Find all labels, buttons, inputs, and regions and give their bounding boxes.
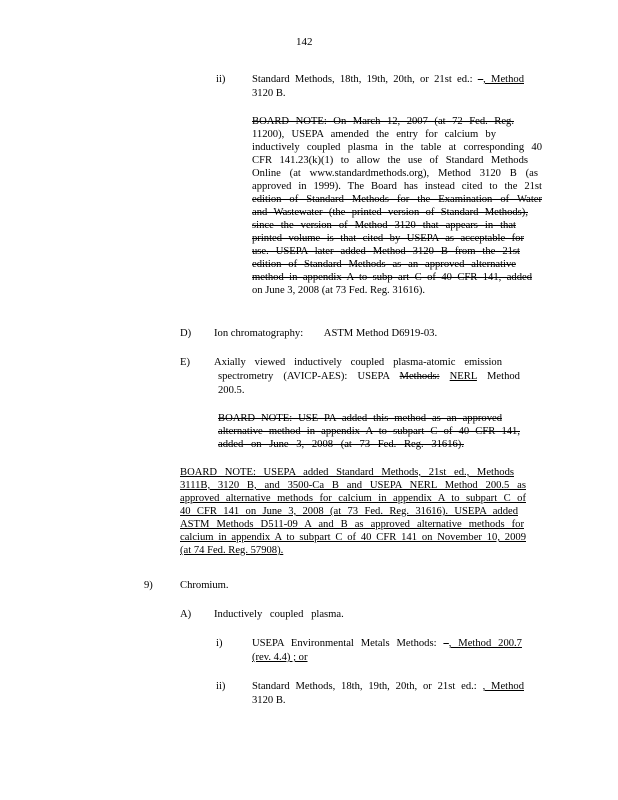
- note-line: ASTM Methods D511-09 A and B as approved alternative methods for: [180, 519, 524, 530]
- note-line: alternative method in appendix A to subpart C of 40 CFR 141,: [218, 426, 520, 437]
- deleted-text: –: [477, 74, 484, 85]
- note-line: inductively coupled plasma in the table at corresponding 40: [252, 142, 542, 153]
- method-text: ASTM Method D6919-03.: [323, 328, 438, 339]
- note-line: added on June 3, 2008 (at 73 Fed. Reg. 31616).: [218, 439, 464, 450]
- note-line: edition of Standard Methods as an approved alternative: [252, 259, 516, 270]
- method-line: [252, 73, 524, 86]
- list-marker: i): [216, 638, 223, 649]
- method-line: [214, 327, 437, 340]
- note-line: on June 3, 2008 (at 73 Fed. Reg. 31616).: [252, 285, 426, 296]
- note-line: 11200), USEPA amended the entry for calcium by: [252, 129, 496, 140]
- method-line: [252, 637, 522, 650]
- method-text: Standard Methods, 18th, 19th, 20th, or 21st ed.:: [252, 74, 473, 85]
- note-line: since the version of Method 3120 that appears in that: [252, 220, 516, 231]
- note-line: use. USEPA later added Method 3120 B from the 21st: [252, 246, 520, 257]
- note-line: (at 74 Fed. Reg. 57908).: [180, 545, 284, 556]
- note-line: BOARD NOTE: USEPA added Standard Methods, 21st ed., Methods: [180, 467, 514, 478]
- list-marker: D): [180, 328, 192, 339]
- inserted-text: NERL: [449, 371, 477, 382]
- method-line: [252, 651, 308, 664]
- page-number: 142: [296, 36, 313, 48]
- board-note-deleted: [218, 412, 520, 451]
- method-line: Axially viewed inductively coupled plasma-atomic emission: [214, 357, 502, 368]
- list-marker: E): [180, 357, 190, 368]
- inserted-text: , Method 200.7: [448, 638, 522, 649]
- note-line: and Wastewater (the printed version of Standard Methods),: [252, 207, 528, 218]
- note-line: method in appendix A to subp art C of 40 CFR 141, added: [252, 272, 532, 283]
- section-heading: Chromium.: [180, 580, 229, 591]
- method-line: 200.5.: [218, 385, 245, 396]
- method-text: spectrometry (AVICP-AES): USEPA: [218, 371, 390, 382]
- method-line: [252, 680, 524, 693]
- list-marker: ii): [216, 74, 226, 85]
- note-line: printed volume is that cited by USEPA as acceptable for: [252, 233, 524, 244]
- inserted-text: , Method: [483, 74, 524, 85]
- method-line: 3120 B.: [252, 88, 286, 99]
- note-line: approved in 1999). The Board has instead cited to the 21st: [252, 181, 542, 192]
- note-line: edition of Standard Methods for the Examination of Water: [252, 194, 542, 205]
- note-line: approved alternative methods for calcium in appendix A to subpart C of: [180, 493, 526, 504]
- method-text: USEPA Environmental Metals Methods:: [252, 638, 437, 649]
- inserted-text: , Method: [482, 681, 524, 692]
- deleted-text: –: [443, 638, 449, 649]
- inserted-text: (rev. 4.4) ; or: [252, 652, 308, 663]
- deleted-text: Methods:: [399, 371, 440, 382]
- method-label: Ion chromatography:: [214, 328, 304, 339]
- list-marker: 9): [144, 580, 153, 591]
- board-note-deleted: [252, 115, 542, 297]
- method-text: Standard Methods, 18th, 19th, 20th, or 21st ed.:: [252, 681, 477, 692]
- note-line: 40 CFR 141 on June 3, 2008 (at 73 Fed. Reg. 31616). USEPA added: [180, 506, 518, 517]
- board-note-inserted: [180, 466, 526, 557]
- note-line: BOARD NOTE: USE PA added this method as an approved: [218, 413, 502, 424]
- list-marker: ii): [216, 681, 226, 692]
- note-line: calcium in appendix A to subpart C of 40 CFR 141 on November 10, 2009: [180, 532, 526, 543]
- note-line: 3111B, 3120 B, and 3500-Ca B and USEPA NERL Method 200.5 as: [180, 480, 526, 491]
- note-line: BOARD NOTE: On March 12, 2007 (at 72 Fed. Reg.: [252, 116, 514, 127]
- list-marker: A): [180, 609, 192, 620]
- method-text: Method: [487, 371, 520, 382]
- note-line: CFR 141.23(k)(1) to allow the use of Standard Methods: [252, 155, 528, 166]
- note-line: Online (at www.standardmethods.org), Method 3120 B (as: [252, 168, 538, 179]
- method-line: [218, 370, 520, 383]
- method-line: Inductively coupled plasma.: [214, 609, 344, 620]
- method-line: 3120 B.: [252, 695, 286, 706]
